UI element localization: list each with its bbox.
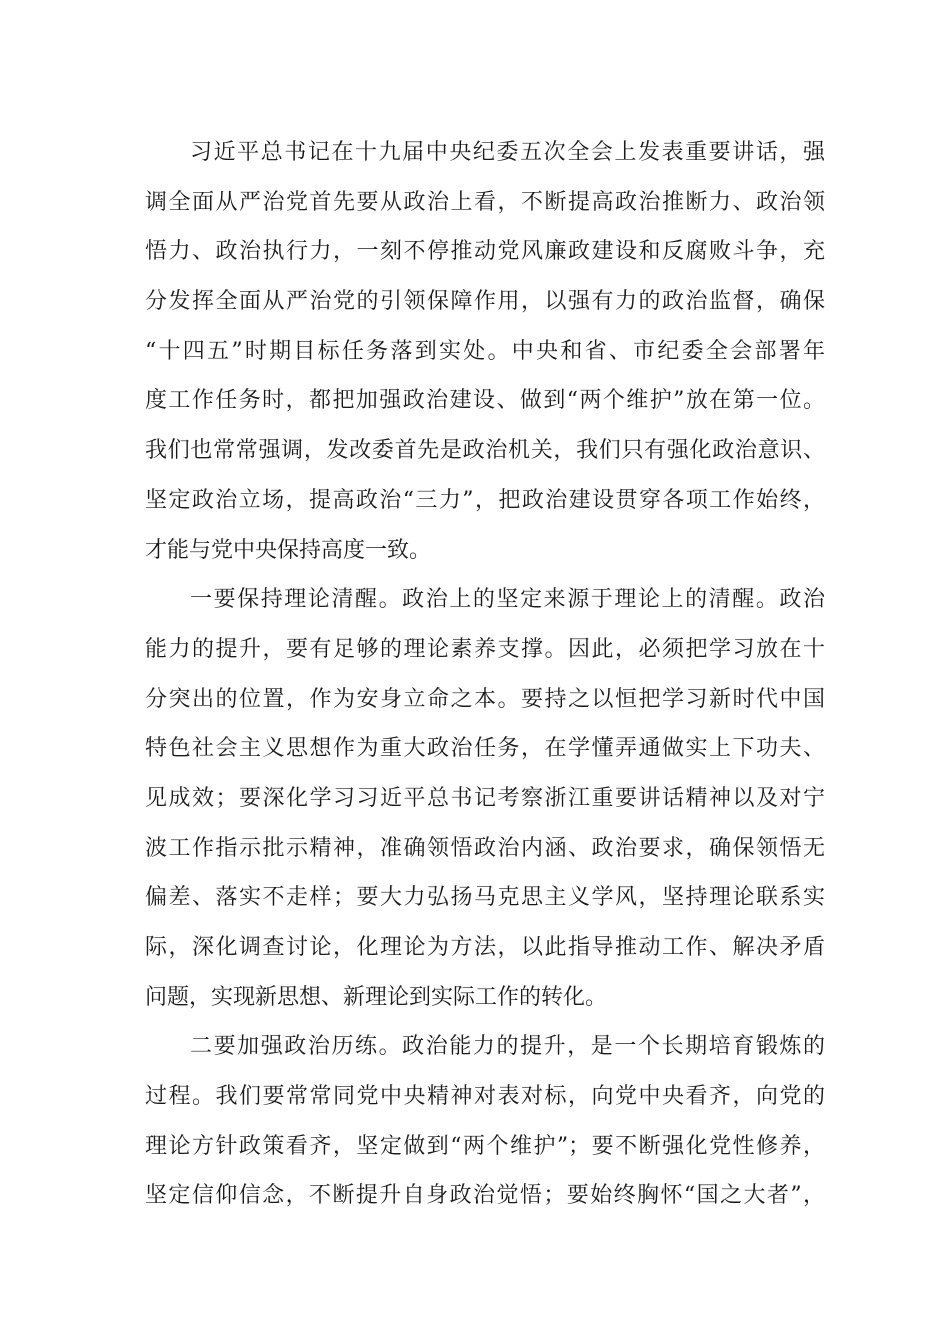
text-line: 波工作指示批示精神，准确领悟政治内涵、政治要求，确保领悟无 bbox=[145, 835, 825, 861]
text-line: 才能与党中央保持高度一致。 bbox=[145, 537, 432, 563]
text-line: 坚定信仰信念，不断提升自身政治觉悟；要始终胸怀“国之大者”， bbox=[145, 1183, 825, 1209]
text-line: 我们也常常强调，发改委首先是政治机关，我们只有强化政治意识、 bbox=[145, 438, 825, 464]
paragraph-2 bbox=[145, 575, 825, 1022]
text-line: 见成效；要深化学习习近平总书记考察浙江重要讲话精神以及对宁 bbox=[145, 785, 825, 811]
text-line: “十四五”时期目标任务落到实处。中央和省、市纪委全会部署年 bbox=[145, 338, 825, 364]
paragraph-1 bbox=[145, 128, 825, 575]
text-line: 习近平总书记在十九届中央纪委五次全会上发表重要讲话，强 bbox=[190, 140, 825, 165]
text-line: 过程。我们要常常同党中央精神对表对标，向党中央看齐，向党的 bbox=[145, 1084, 825, 1110]
text-line: 分发挥全面从严治党的引领保障作用，以强有力的政治监督，确保 bbox=[145, 289, 825, 315]
text-line: 调全面从严治党首先要从政治上看，不断提高政治推断力、政治领 bbox=[145, 189, 825, 215]
text-line: 问题，实现新思想、新理论到实际工作的转化。 bbox=[145, 984, 608, 1010]
text-line: 际，深化调查讨论，化理论为方法，以此指导推动工作、解决矛盾 bbox=[145, 935, 825, 960]
paragraph-3 bbox=[145, 1022, 825, 1221]
text-line: 悟力、政治执行力，一刻不停推动党风廉政建设和反腐败斗争，充 bbox=[145, 239, 825, 265]
text-line: 二要加强政治历练。政治能力的提升，是一个长期培育锻炼的 bbox=[190, 1034, 825, 1060]
text-line: 特色社会主义思想作为重大政治任务，在学懂弄通做实上下功夫、 bbox=[145, 736, 825, 762]
text-line: 偏差、落实不走样；要大力弘扬马克思主义学风，坚持理论联系实 bbox=[145, 885, 825, 911]
text-line: 理论方针政策看齐，坚定做到“两个维护”；要不断强化党性修养， bbox=[145, 1133, 825, 1159]
text-line: 坚定政治立场，提高政治“三力”，把政治建设贯穿各项工作始终， bbox=[145, 487, 825, 513]
text-line: 能力的提升，要有足够的理论素养支撑。因此，必须把学习放在十 bbox=[145, 636, 825, 662]
text-line: 度工作任务时，都把加强政治建设、做到“两个维护”放在第一位。 bbox=[145, 388, 825, 414]
text-line: 一要保持理论清醒。政治上的坚定来源于理论上的清醒。政治 bbox=[190, 587, 825, 613]
document-body bbox=[145, 128, 825, 1221]
text-line: 分突出的位置，作为安身立命之本。要持之以恒把学习新时代中国 bbox=[145, 686, 825, 712]
